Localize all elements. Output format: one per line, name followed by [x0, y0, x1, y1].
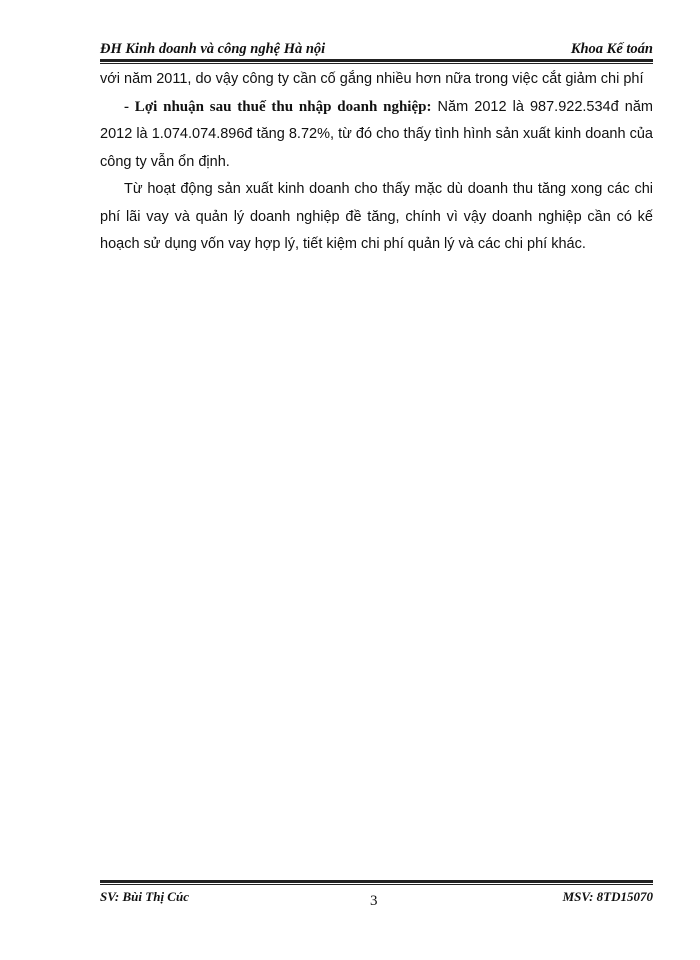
paragraph-conclusion: Từ hoạt động sản xuất kinh doanh cho thấy mặc dù doanh thu tăng xong các chi phí lãi vay và quản lý doanh nghiệp đề tăng, chính vì vậy doanh nghiệp cần có kế hoạch sử dụng vốn vay hợp lý, tiết kiệm chi phí quản lý và các chi phí khác.: [100, 181, 653, 252]
paragraph-continuation: với năm 2011, do vậy công ty cần cố gắng nhiều hơn nữa trong việc cắt giảm chi phí: [100, 71, 644, 87]
profit-heading: - Lợi nhuận sau thuế thu nhập doanh nghiệp:: [124, 98, 432, 115]
footer-student-id: MSV: 8TD15070: [562, 889, 653, 904]
document-body: [100, 66, 653, 259]
page-footer: [100, 888, 653, 918]
paragraph-profit: [100, 94, 653, 177]
profit-text: Năm 2012 là 987.922.534đ năm 2012 là 1.074.074.896đ tăng 8.72%, từ đó cho thấy tình hình sản xuất kinh doanh của công ty vẫn ổn định.: [100, 98, 653, 170]
header-university: ĐH Kinh doanh và công nghệ Hà nội: [100, 41, 326, 57]
footer-student-name: SV: Bùi Thị Cúc: [100, 889, 189, 904]
page-number: 3: [370, 893, 378, 909]
header-faculty: Khoa Kế toán: [570, 41, 653, 57]
header-divider: [100, 59, 653, 64]
footer-divider: [100, 880, 653, 885]
